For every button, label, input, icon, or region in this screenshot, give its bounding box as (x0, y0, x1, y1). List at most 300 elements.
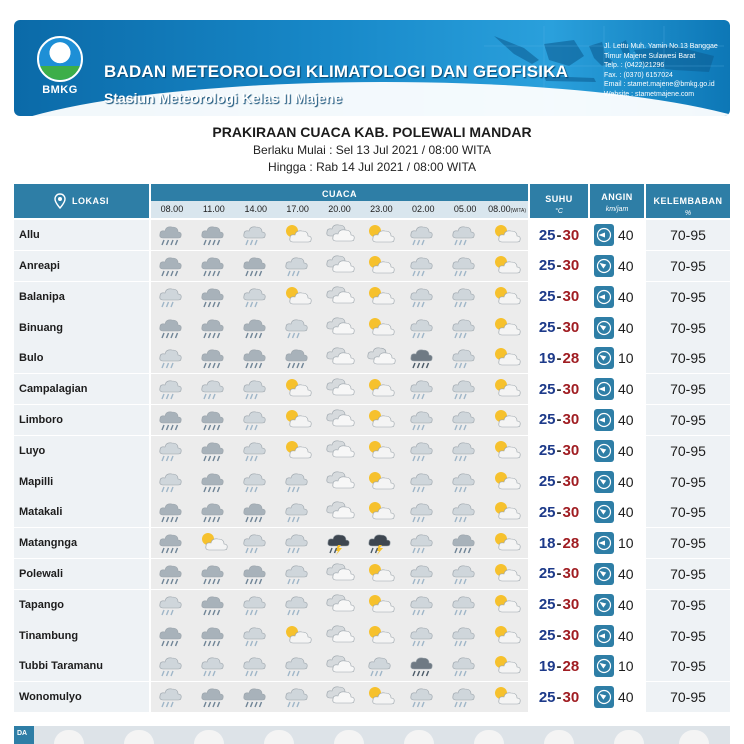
temperature-cell (530, 343, 588, 373)
light-rain-icon (277, 684, 319, 710)
sunny-cloudy-icon (360, 438, 402, 464)
temp-separator: - (556, 411, 562, 429)
valid-to: Hingga : Rab 14 Jul 2021 / 08:00 WITA (268, 160, 476, 174)
light-rain-icon (277, 253, 319, 279)
light-rain-icon (277, 653, 319, 679)
wind-direction-icon (594, 686, 614, 708)
table-row (14, 343, 730, 373)
humidity-cell: 70-95 (646, 312, 730, 342)
valid-from: Berlaku Mulai : Sel 13 Jul 2021 / 08:00 WITA (253, 143, 491, 157)
light-rain-icon (444, 592, 486, 618)
table-row (14, 528, 730, 558)
sunny-cloudy-icon (277, 438, 319, 464)
temp-separator: - (556, 473, 562, 491)
heavy-rain-icon (402, 345, 444, 371)
light-rain-icon (277, 561, 319, 587)
cloudy-icon (319, 684, 361, 710)
wind-speed: 40 (618, 257, 634, 274)
location-name: Luyo (14, 436, 149, 466)
lokasi-label: LOKASI (71, 196, 109, 206)
rain-icon (277, 345, 319, 371)
wind-cell (590, 620, 644, 650)
contact-fax: Fax. : (0370) 6157024 (604, 71, 673, 79)
cloudy-icon (319, 253, 361, 279)
suhu-label: SUHU (545, 194, 573, 204)
cloudy-icon (319, 222, 361, 248)
cloudy-icon (319, 376, 361, 402)
weather-icons-cell (151, 620, 528, 650)
wind-cell (590, 682, 644, 712)
light-rain-icon (151, 653, 193, 679)
sunny-cloudy-icon (360, 315, 402, 341)
sunny-cloudy-icon (486, 561, 528, 587)
sunny-cloudy-icon (360, 592, 402, 618)
table-row (14, 620, 730, 650)
humidity-cell: 70-95 (646, 436, 730, 466)
weather-icons-cell (151, 528, 528, 558)
light-rain-icon (151, 592, 193, 618)
temp-min: 25 (538, 380, 556, 398)
temperature-cell (530, 374, 588, 404)
location-name: Tinambung (14, 620, 149, 650)
legend-icon (334, 730, 364, 744)
weather-icons-cell (151, 343, 528, 373)
contact-address-1: Jl. Lettu Muh. Yamin No.13 Banggae (604, 43, 718, 50)
rain-icon (151, 315, 193, 341)
wind-direction-icon (594, 286, 614, 308)
suhu-unit: °C (555, 208, 563, 215)
wind-direction-icon (594, 378, 614, 400)
rain-icon (193, 684, 235, 710)
rain-icon (151, 561, 193, 587)
rain-icon (193, 561, 235, 587)
rain-icon (235, 253, 277, 279)
location-name: Matakali (14, 497, 149, 527)
sunny-cloudy-icon (486, 407, 528, 433)
weather-icons-cell (151, 312, 528, 342)
location-name: Limboro (14, 405, 149, 435)
rain-icon (151, 499, 193, 525)
weather-icons-cell (151, 682, 528, 712)
legend-tab-label: DA (17, 730, 28, 737)
thunder-icon (319, 530, 361, 556)
cloudy-icon (319, 438, 361, 464)
temp-separator: - (556, 627, 562, 644)
cloudy-icon (319, 315, 361, 341)
wind-direction-icon (594, 255, 614, 277)
time-label-last: 08.00 (488, 204, 511, 214)
rain-icon (193, 469, 235, 495)
temperature-cell (530, 682, 588, 712)
wind-speed: 40 (618, 288, 634, 305)
light-rain-icon (151, 438, 193, 464)
light-rain-icon (444, 284, 486, 310)
wind-direction-icon (594, 471, 614, 493)
light-rain-icon (235, 530, 277, 556)
temp-min: 25 (538, 473, 556, 491)
location-name: Balanipa (14, 282, 149, 312)
sunny-cloudy-icon (486, 530, 528, 556)
light-rain-icon (402, 376, 444, 402)
time-header-row (151, 201, 528, 218)
temp-separator: - (556, 288, 562, 306)
sunny-cloudy-icon (360, 561, 402, 587)
wind-cell (590, 590, 644, 620)
angin-unit: km/jam (605, 206, 629, 213)
location-name: Allu (14, 220, 149, 250)
column-header-angin (590, 184, 644, 218)
temperature-cell (530, 651, 588, 681)
wind-speed: 10 (618, 658, 634, 675)
table-row (14, 374, 730, 404)
temp-min: 25 (538, 411, 556, 429)
temp-max: 30 (562, 442, 580, 460)
cloudy-icon (319, 407, 361, 433)
rain-icon (235, 499, 277, 525)
temp-min: 25 (538, 288, 556, 306)
legend-icon (679, 730, 709, 744)
temp-max: 30 (562, 596, 580, 614)
table-row (14, 466, 730, 496)
wind-speed: 40 (618, 473, 634, 490)
humidity-cell: 70-95 (646, 343, 730, 373)
weather-icons-cell (151, 559, 528, 589)
light-rain-icon (444, 469, 486, 495)
legend-icon (264, 730, 294, 744)
wind-cell (590, 251, 644, 281)
sunny-cloudy-icon (486, 684, 528, 710)
rain-icon (235, 561, 277, 587)
wind-cell (590, 651, 644, 681)
rain-icon (193, 345, 235, 371)
sunny-cloudy-icon (360, 684, 402, 710)
temp-max: 30 (562, 688, 580, 706)
temp-min: 25 (538, 596, 556, 614)
legend-icon (544, 730, 574, 744)
temp-max: 30 (562, 226, 580, 244)
light-rain-icon (402, 530, 444, 556)
temp-min: 19 (538, 349, 556, 367)
rain-icon (193, 253, 235, 279)
cloudy-icon (319, 345, 361, 371)
temp-separator: - (556, 565, 562, 583)
wind-speed: 40 (618, 627, 634, 644)
thunder-icon (360, 530, 402, 556)
temp-min: 25 (538, 565, 556, 583)
wind-direction-icon (594, 532, 614, 554)
weather-icons-cell (151, 374, 528, 404)
temperature-cell (530, 497, 588, 527)
wind-cell (590, 497, 644, 527)
legend-icon (474, 730, 504, 744)
wind-speed: 40 (618, 319, 634, 336)
location-name: Matangnga (14, 528, 149, 558)
table-row (14, 282, 730, 312)
wind-direction-icon (594, 655, 614, 677)
rain-icon (151, 222, 193, 248)
rain-icon (193, 315, 235, 341)
time-label: 14.00 (244, 204, 267, 214)
light-rain-icon (235, 438, 277, 464)
time-label: 11.00 (202, 204, 225, 214)
temp-max: 30 (562, 627, 580, 644)
wind-cell (590, 343, 644, 373)
wind-direction-icon (594, 501, 614, 523)
temp-max: 28 (562, 534, 580, 552)
weather-icons-cell (151, 282, 528, 312)
light-rain-icon (235, 376, 277, 402)
wind-cell (590, 220, 644, 250)
light-rain-icon (235, 284, 277, 310)
sunny-cloudy-icon (277, 623, 319, 649)
wind-direction-icon (594, 347, 614, 369)
wind-cell (590, 405, 644, 435)
light-rain-icon (402, 684, 444, 710)
cloudy-icon (319, 469, 361, 495)
temp-min: 19 (538, 657, 556, 675)
light-rain-icon (402, 222, 444, 248)
wind-direction-icon (594, 625, 614, 647)
logo-text: BMKG (42, 84, 78, 96)
rain-icon (193, 623, 235, 649)
sunny-cloudy-icon (486, 469, 528, 495)
sunny-cloudy-icon (277, 222, 319, 248)
wind-cell (590, 374, 644, 404)
light-rain-icon (360, 653, 402, 679)
wind-cell (590, 466, 644, 496)
sunny-cloudy-icon (486, 653, 528, 679)
temp-max: 30 (562, 288, 580, 306)
light-rain-icon (151, 376, 193, 402)
rain-icon (193, 284, 235, 310)
sunny-cloudy-icon (360, 376, 402, 402)
weather-icons-cell (151, 466, 528, 496)
location-name: Binuang (14, 312, 149, 342)
light-rain-icon (444, 376, 486, 402)
humidity-cell: 70-95 (646, 405, 730, 435)
rain-icon (235, 684, 277, 710)
humidity-cell: 70-95 (646, 282, 730, 312)
light-rain-icon (277, 469, 319, 495)
location-name: Polewali (14, 559, 149, 589)
wind-speed: 40 (618, 565, 634, 582)
legend-strip (14, 726, 730, 744)
wind-direction-icon (594, 317, 614, 339)
table-row (14, 251, 730, 281)
legend-icon (124, 730, 154, 744)
table-row (14, 651, 730, 681)
temp-max: 30 (562, 565, 580, 583)
temp-separator: - (556, 534, 562, 552)
angin-label: ANGIN (601, 192, 633, 202)
temp-max: 30 (562, 473, 580, 491)
rain-icon (151, 407, 193, 433)
table-row (14, 559, 730, 589)
light-rain-icon (277, 530, 319, 556)
light-rain-icon (444, 684, 486, 710)
light-rain-icon (402, 592, 444, 618)
temp-max: 30 (562, 319, 580, 337)
forecast-table-body (14, 220, 730, 713)
table-row (14, 220, 730, 250)
light-rain-icon (444, 561, 486, 587)
cloudy-icon (319, 284, 361, 310)
light-rain-icon (277, 315, 319, 341)
temperature-cell (530, 436, 588, 466)
humidity-cell: 70-95 (646, 374, 730, 404)
light-rain-icon (235, 592, 277, 618)
light-rain-icon (444, 653, 486, 679)
temp-min: 25 (538, 226, 556, 244)
time-label (486, 201, 528, 218)
light-rain-icon (402, 284, 444, 310)
cuaca-label: CUACA (322, 189, 357, 199)
light-rain-icon (444, 253, 486, 279)
location-name: Wonomulyo (14, 682, 149, 712)
light-rain-icon (402, 469, 444, 495)
light-rain-icon (402, 499, 444, 525)
temp-separator: - (556, 688, 562, 706)
table-row (14, 312, 730, 342)
temp-min: 25 (538, 627, 556, 644)
sunny-cloudy-icon (486, 222, 528, 248)
temp-separator: - (556, 596, 562, 614)
light-rain-icon (402, 438, 444, 464)
temp-min: 18 (538, 534, 556, 552)
sunny-cloudy-icon (360, 469, 402, 495)
contact-address-2: Timur Majene Sulawesi Barat (604, 52, 696, 60)
light-rain-icon (402, 315, 444, 341)
sunny-cloudy-icon (360, 407, 402, 433)
sunny-cloudy-icon (486, 253, 528, 279)
sunny-cloudy-icon (360, 222, 402, 248)
light-rain-icon (277, 499, 319, 525)
wind-direction-icon (594, 563, 614, 585)
humidity-cell: 70-95 (646, 559, 730, 589)
weather-icons-cell (151, 651, 528, 681)
temp-max: 30 (562, 380, 580, 398)
temp-separator: - (556, 503, 562, 521)
heavy-rain-icon (402, 653, 444, 679)
light-rain-icon (444, 345, 486, 371)
wind-cell (590, 436, 644, 466)
contact-phone: Telp. : (0422)21296 (604, 62, 665, 69)
rain-icon (193, 222, 235, 248)
sunny-cloudy-icon (360, 253, 402, 279)
legend-icon (194, 730, 224, 744)
temp-separator: - (556, 226, 562, 244)
humidity-cell: 70-95 (646, 682, 730, 712)
humidity-cell: 70-95 (646, 497, 730, 527)
cloudy-icon (319, 653, 361, 679)
humidity-cell: 70-95 (646, 466, 730, 496)
time-label: 23.00 (370, 204, 393, 214)
light-rain-icon (277, 592, 319, 618)
contact-website: Website : stametmajene.com (604, 90, 695, 98)
rain-icon (444, 530, 486, 556)
light-rain-icon (444, 315, 486, 341)
humidity-cell: 70-95 (646, 528, 730, 558)
column-header-cuaca (151, 184, 528, 201)
light-rain-icon (235, 623, 277, 649)
light-rain-icon (193, 653, 235, 679)
kelembaban-unit: % (684, 210, 692, 217)
contact-email: Email : stamet.majene@bmkg.go.id (604, 81, 715, 88)
legend-icon (614, 730, 644, 744)
humidity-cell: 70-95 (646, 590, 730, 620)
time-suffix: (WITA) (510, 208, 527, 214)
temp-min: 25 (538, 688, 556, 706)
sunny-cloudy-icon (486, 623, 528, 649)
light-rain-icon (151, 284, 193, 310)
sunny-cloudy-icon (486, 284, 528, 310)
temperature-cell (530, 590, 588, 620)
temp-separator: - (556, 657, 562, 675)
temp-min: 25 (538, 319, 556, 337)
sunny-cloudy-icon (360, 284, 402, 310)
temp-max: 30 (562, 257, 580, 275)
temp-max: 30 (562, 411, 580, 429)
temp-min: 25 (538, 503, 556, 521)
rain-icon (193, 438, 235, 464)
sunny-cloudy-icon (277, 284, 319, 310)
location-pin-icon (54, 193, 66, 209)
legend-icon (404, 730, 434, 744)
location-name: Mapilli (14, 466, 149, 496)
wind-cell (590, 282, 644, 312)
light-rain-icon (402, 253, 444, 279)
location-name: Tubbi Taramanu (14, 651, 149, 681)
temperature-cell (530, 466, 588, 496)
rain-icon (235, 315, 277, 341)
weather-icons-cell (151, 220, 528, 250)
sunny-cloudy-icon (277, 407, 319, 433)
wind-speed: 10 (618, 535, 634, 552)
temperature-cell (530, 312, 588, 342)
temp-max: 28 (562, 349, 580, 367)
time-label: 02.00 (412, 204, 435, 214)
humidity-cell: 70-95 (646, 251, 730, 281)
light-rain-icon (235, 222, 277, 248)
cloudy-icon (319, 561, 361, 587)
temperature-cell (530, 405, 588, 435)
temperature-cell (530, 282, 588, 312)
wind-speed: 40 (618, 596, 634, 613)
temp-separator: - (556, 319, 562, 337)
wind-cell (590, 559, 644, 589)
location-name: Campalagian (14, 374, 149, 404)
time-label: 08.00 (160, 204, 184, 214)
weather-icons-cell (151, 405, 528, 435)
station-name: Stasiun Meteorologi Kelas II Majene (104, 90, 343, 106)
light-rain-icon (444, 438, 486, 464)
table-row (14, 405, 730, 435)
light-rain-icon (444, 499, 486, 525)
humidity-cell: 70-95 (646, 620, 730, 650)
light-rain-icon (444, 222, 486, 248)
temp-separator: - (556, 442, 562, 460)
column-header-kelembaban (646, 184, 730, 218)
rain-icon (193, 407, 235, 433)
temperature-cell (530, 528, 588, 558)
wind-direction-icon (594, 224, 614, 246)
humidity-cell: 70-95 (646, 220, 730, 250)
location-name: Anreapi (14, 251, 149, 281)
wind-speed: 40 (618, 411, 634, 428)
wind-direction-icon (594, 409, 614, 431)
location-name: Bulo (14, 343, 149, 373)
time-label: 05.00 (453, 204, 477, 214)
